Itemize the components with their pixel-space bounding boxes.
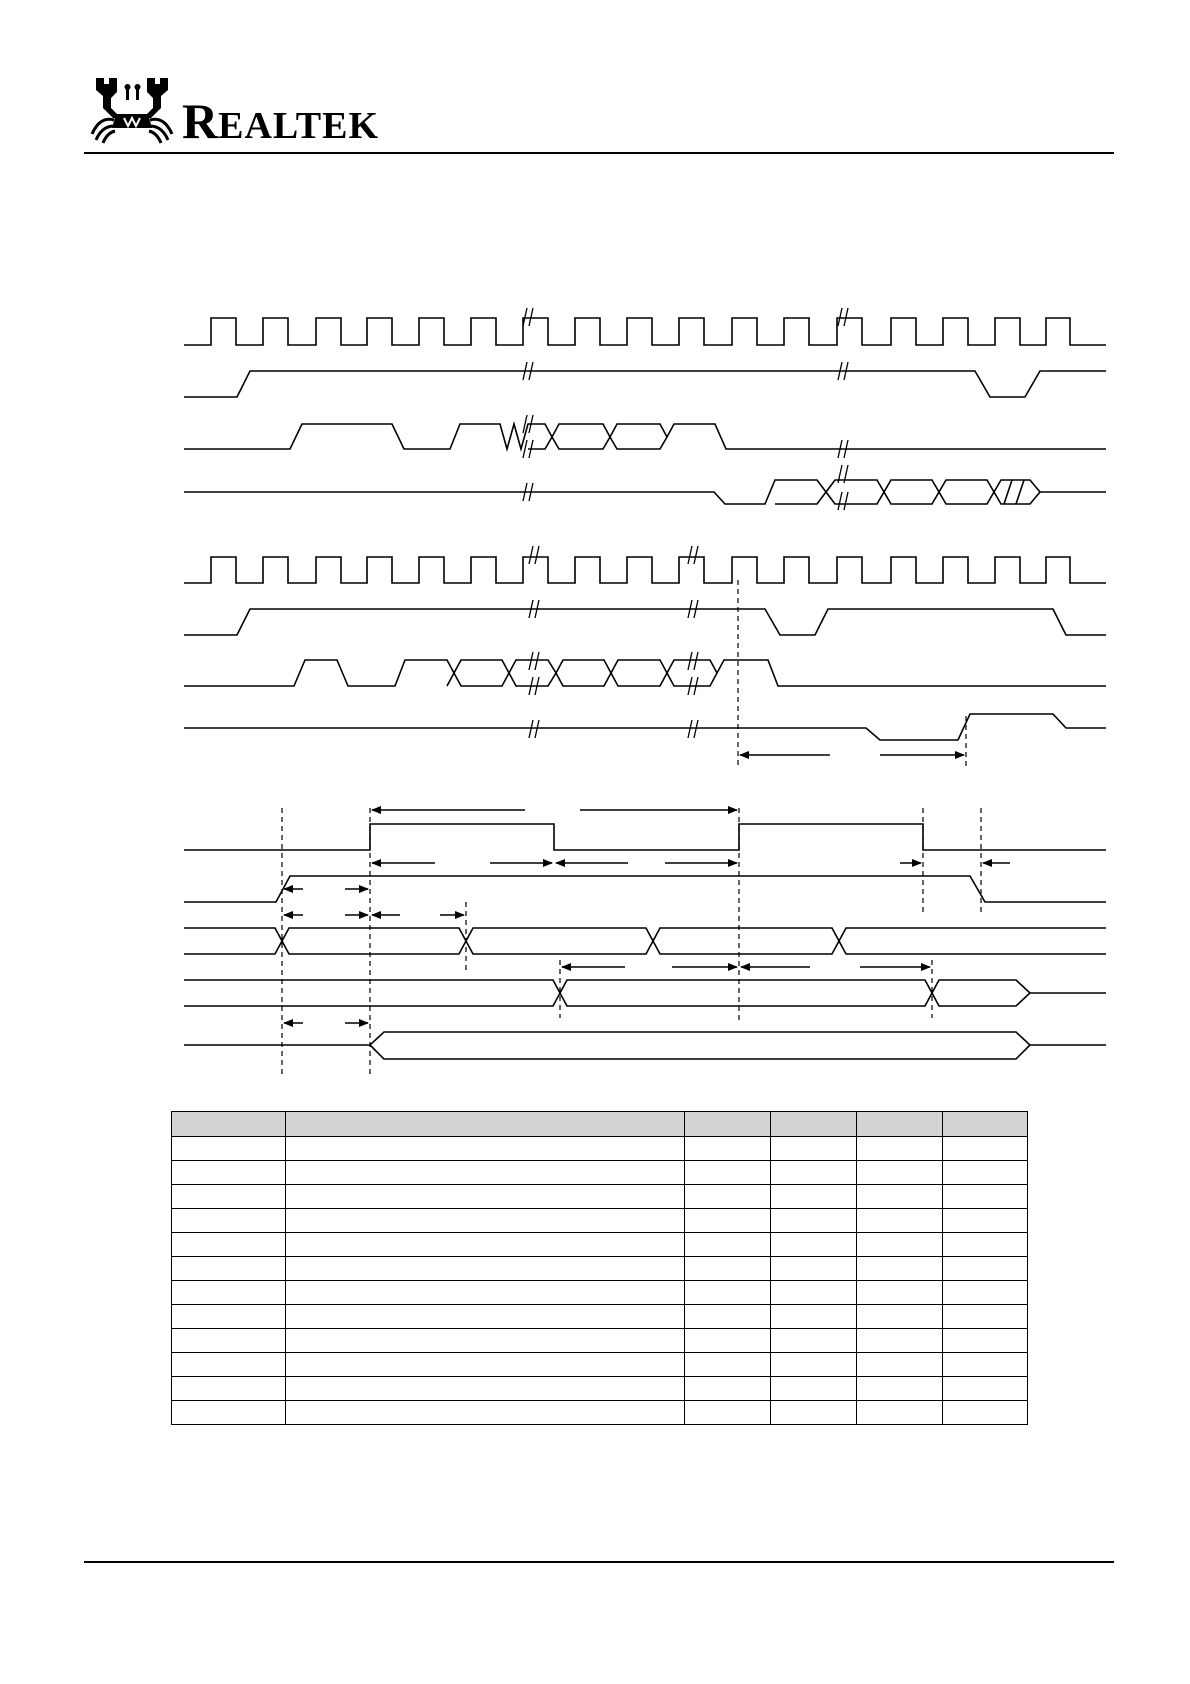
table-row bbox=[172, 1281, 1028, 1305]
table-cell bbox=[172, 1233, 286, 1257]
table-cell bbox=[857, 1185, 943, 1209]
table-cell bbox=[943, 1305, 1028, 1329]
table-cell bbox=[286, 1137, 685, 1161]
table-cell bbox=[685, 1305, 771, 1329]
table-cell bbox=[857, 1401, 943, 1425]
footer-rule bbox=[84, 1561, 1114, 1563]
table-cell bbox=[943, 1401, 1028, 1425]
table-cell bbox=[943, 1257, 1028, 1281]
table-cell bbox=[172, 1401, 286, 1425]
clock-waveform-2 bbox=[184, 557, 1106, 583]
table-cell bbox=[685, 1209, 771, 1233]
table-cell bbox=[286, 1161, 685, 1185]
table-cell bbox=[172, 1137, 286, 1161]
data-in-waveform-1 bbox=[184, 424, 1106, 449]
table-cell bbox=[172, 1281, 286, 1305]
table-cell bbox=[685, 1401, 771, 1425]
table-cell bbox=[286, 1281, 685, 1305]
enable-waveform-3 bbox=[184, 876, 1106, 902]
table-cell bbox=[286, 1233, 685, 1257]
table-cell bbox=[286, 1185, 685, 1209]
table-cell bbox=[771, 1257, 857, 1281]
table-body bbox=[172, 1137, 1028, 1425]
table-cell bbox=[943, 1209, 1028, 1233]
header-cell-description bbox=[286, 1112, 685, 1137]
header-cell-max bbox=[857, 1112, 943, 1137]
strobe-waveform-3 bbox=[184, 824, 1106, 850]
table-row bbox=[172, 1329, 1028, 1353]
data-out-waveform-2 bbox=[184, 714, 1106, 740]
table-row bbox=[172, 1161, 1028, 1185]
hatch-marks-1 bbox=[1004, 480, 1024, 504]
table-cell bbox=[172, 1377, 286, 1401]
table-cell bbox=[771, 1185, 857, 1209]
table-cell bbox=[943, 1281, 1028, 1305]
table-cell bbox=[771, 1377, 857, 1401]
table-cell bbox=[857, 1161, 943, 1185]
brand-rest: EALTEK bbox=[218, 105, 380, 147]
table-cell bbox=[685, 1185, 771, 1209]
table-cell bbox=[771, 1305, 857, 1329]
table-cell bbox=[857, 1233, 943, 1257]
table-cell bbox=[172, 1329, 286, 1353]
table-cell bbox=[857, 1329, 943, 1353]
enable-waveform-2 bbox=[184, 609, 1106, 635]
table-cell bbox=[286, 1401, 685, 1425]
table-cell bbox=[172, 1161, 286, 1185]
table-cell bbox=[286, 1209, 685, 1233]
table-row bbox=[172, 1185, 1028, 1209]
table-row bbox=[172, 1137, 1028, 1161]
table-cell bbox=[685, 1137, 771, 1161]
table-cell bbox=[172, 1305, 286, 1329]
break-marks-2 bbox=[529, 546, 698, 738]
table-cell bbox=[685, 1233, 771, 1257]
table-row bbox=[172, 1257, 1028, 1281]
brand-initial: R bbox=[182, 93, 219, 149]
table-cell bbox=[771, 1401, 857, 1425]
table-cell bbox=[857, 1353, 943, 1377]
table-cell bbox=[685, 1281, 771, 1305]
table-cell bbox=[172, 1209, 286, 1233]
table-cell bbox=[286, 1257, 685, 1281]
table-cell bbox=[771, 1161, 857, 1185]
table-cell bbox=[771, 1353, 857, 1377]
table-row bbox=[172, 1377, 1028, 1401]
table-cell bbox=[685, 1377, 771, 1401]
address-bus-waveform-3 bbox=[184, 928, 1106, 954]
timing-diagram-3 bbox=[184, 808, 1106, 1075]
enable-waveform-1 bbox=[184, 371, 1106, 397]
table-cell bbox=[771, 1137, 857, 1161]
table-cell bbox=[685, 1257, 771, 1281]
table-cell bbox=[857, 1257, 943, 1281]
table-cell bbox=[943, 1233, 1028, 1257]
table-cell bbox=[943, 1329, 1028, 1353]
table-cell bbox=[286, 1353, 685, 1377]
table-cell bbox=[943, 1353, 1028, 1377]
table-cell bbox=[172, 1353, 286, 1377]
table-cell bbox=[771, 1209, 857, 1233]
table-cell bbox=[771, 1281, 857, 1305]
data-out-waveform-1 bbox=[184, 480, 1106, 504]
table-cell bbox=[857, 1305, 943, 1329]
timing-diagram-2 bbox=[184, 546, 1106, 768]
table-row bbox=[172, 1353, 1028, 1377]
table-row bbox=[172, 1401, 1028, 1425]
table-cell bbox=[286, 1329, 685, 1353]
table-cell bbox=[685, 1329, 771, 1353]
table-cell bbox=[771, 1233, 857, 1257]
output-bus-waveform-3 bbox=[184, 1032, 1106, 1059]
reference-lines-3 bbox=[282, 808, 981, 1075]
header-cell-typ bbox=[771, 1112, 857, 1137]
header-cell-min bbox=[685, 1112, 771, 1137]
table-row bbox=[172, 1209, 1028, 1233]
table-cell bbox=[857, 1137, 943, 1161]
table-cell bbox=[286, 1305, 685, 1329]
data-in-waveform-2 bbox=[184, 660, 1106, 686]
table-cell bbox=[685, 1353, 771, 1377]
data-bus-waveform-3 bbox=[184, 980, 1106, 1006]
table-cell bbox=[943, 1377, 1028, 1401]
table-cell bbox=[857, 1281, 943, 1305]
header-cell-symbol bbox=[172, 1112, 286, 1137]
table-cell bbox=[685, 1161, 771, 1185]
table-row bbox=[172, 1233, 1028, 1257]
table-cell bbox=[286, 1377, 685, 1401]
table-cell bbox=[943, 1185, 1028, 1209]
timing-arrows-3 bbox=[284, 810, 1010, 1023]
table-cell bbox=[172, 1257, 286, 1281]
table-cell bbox=[943, 1137, 1028, 1161]
table-cell bbox=[857, 1209, 943, 1233]
table-row bbox=[172, 1305, 1028, 1329]
timing-diagram-1 bbox=[184, 308, 1106, 510]
header-cell-units bbox=[943, 1112, 1028, 1137]
table-header-row bbox=[172, 1112, 1028, 1137]
table-cell bbox=[771, 1329, 857, 1353]
timing-parameter-table bbox=[171, 1111, 1028, 1425]
table-cell bbox=[943, 1161, 1028, 1185]
clock-waveform-1 bbox=[184, 318, 1106, 345]
table-cell bbox=[857, 1377, 943, 1401]
table-cell bbox=[172, 1185, 286, 1209]
